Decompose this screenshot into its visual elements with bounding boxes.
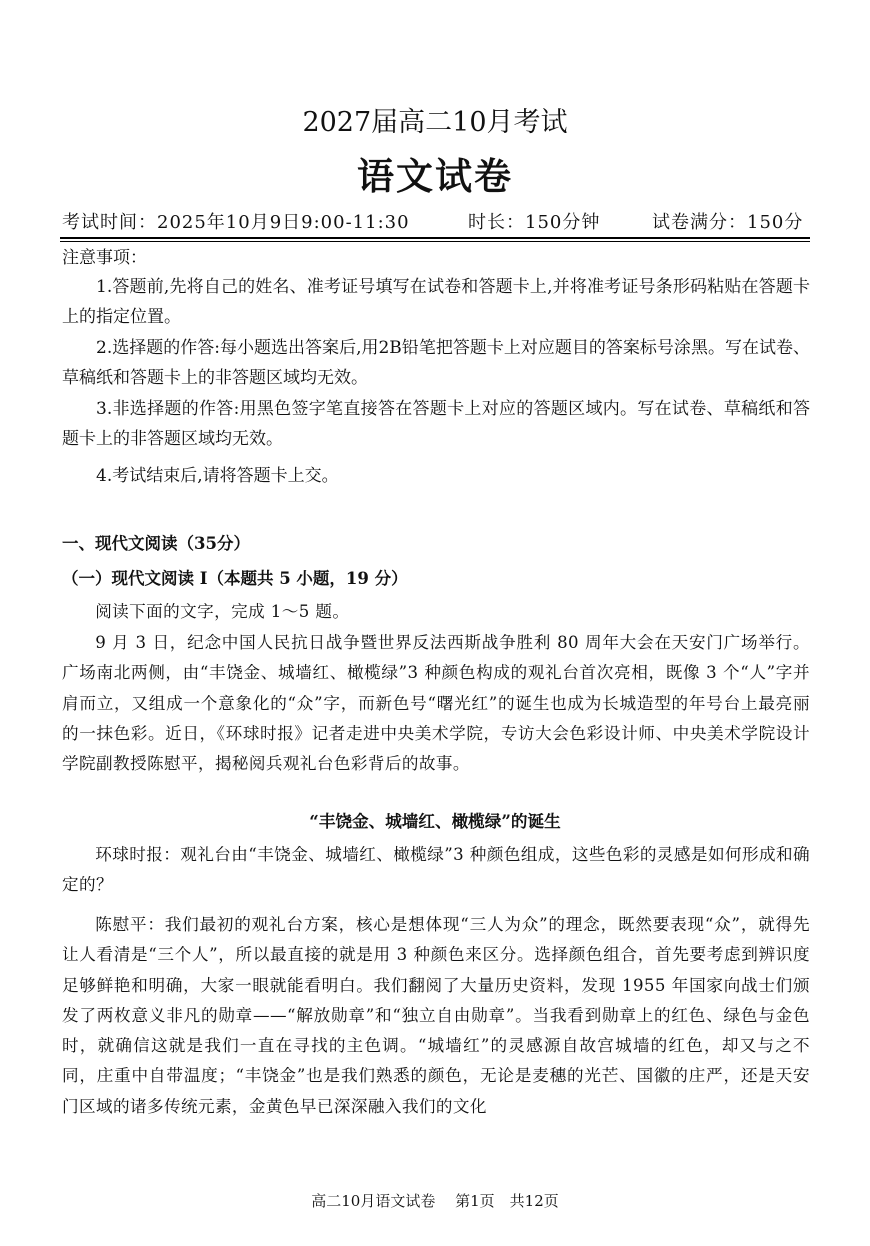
reading-instruction: 阅读下面的文字，完成 1～5 题。 [95, 602, 350, 621]
page-footer: 高二10月语文试卷 第1页 共12页 [311, 1192, 559, 1210]
exam-title: 2027届高二10月考试 [302, 107, 568, 138]
exam-duration: 时长：150分钟 [468, 212, 601, 233]
header-rule-thick [60, 237, 810, 239]
exam-info-line [62, 208, 808, 238]
article-subtitle: “丰饶金、城墙红、橄榄绿”的诞生 [309, 811, 561, 831]
article-paragraph-1: 9 月 3 日，纪念中国人民抗日战争暨世界反法西斯战争胜利 80 周年大会在天安门广场举行。广场南北两侧，由“丰饶金、城墙红、橄榄绿”3 种颜色构成的观礼台首次亮相，既像 3 个“人”字并肩而立，又组成一个意象化的“众”字，而新色号“曙光红”的诞生也成为长城造型的年号台上最亮丽的一抹色彩。近日，《环球时报》记者走进中央美术学院，专访大会色彩设计师、中央美术学院设计学院副教授陈慰平，揭秘阅兵观礼台色彩背后的故事。 [62, 633, 810, 774]
header-rule-thin [60, 241, 810, 242]
note-item-3: 3.非选择题的作答:用黑色签字笔直接答在答题卡上对应的答题区域内。写在试卷、草稿纸和答题卡上的非答题区域均无效。 [62, 399, 810, 449]
article-paragraph-2: 环球时报：观礼台由“丰饶金、城墙红、橄榄绿”3 种颜色组成，这些色彩的灵感是如何形成和确定的？ [62, 845, 810, 895]
note-item-2: 2.选择题的作答:每小题选出答案后,用2B铅笔把答题卡上对应题目的答案标号涂黑。写在试卷、草稿纸和答题卡上的非答题区域均无效。 [62, 338, 810, 388]
exam-time: 考试时间：2025年10月9日9:00-11:30 [62, 212, 410, 233]
article-paragraph-3: 陈慰平：我们最初的观礼台方案，核心是想体现“三人为众”的理念，既然要表现“众”，就得先让人看清是“三个人”，所以最直接的就是用 3 种颜色来区分。选择颜色组合，首先要考虑到辨识度足够鲜艳和明确，大家一眼就能看明白。我们翻阅了大量历史资料，发现 1955 年国家向战士们颁发了两枚意义非凡的勋章——“解放勋章”和“独立自由勋章”。当我看到勋章上的红色、绿色与金色时，就确信这就是我们一直在寻找的主色调。“城墙红”的灵感源自故宫城墙的红色，却又与之不同，庄重中自带温度；“丰饶金”也是我们熟悉的颜色，无论是麦穗的光芒、国徽的庄严，还是天安门区域的诸多传统元素，金黄色早已深深融入我们的文化 [62, 915, 810, 1116]
note-item-1: 1.答题前,先将自己的姓名、准考证号填写在试卷和答题卡上,并将准考证号条形码粘贴在答题卡上的指定位置。 [62, 277, 810, 327]
subject-title: 语文试卷 [357, 154, 513, 198]
section-heading: 一、现代文阅读（35分） [62, 534, 250, 553]
notes-heading: 注意事项： [62, 248, 147, 268]
full-score: 试卷满分：150分 [652, 212, 804, 233]
note-item-4: 4.考试结束后,请将答题卡上交。 [96, 466, 339, 486]
section-subheading: （一）现代文阅读 I（本题共 5 小题，19 分） [62, 569, 408, 588]
